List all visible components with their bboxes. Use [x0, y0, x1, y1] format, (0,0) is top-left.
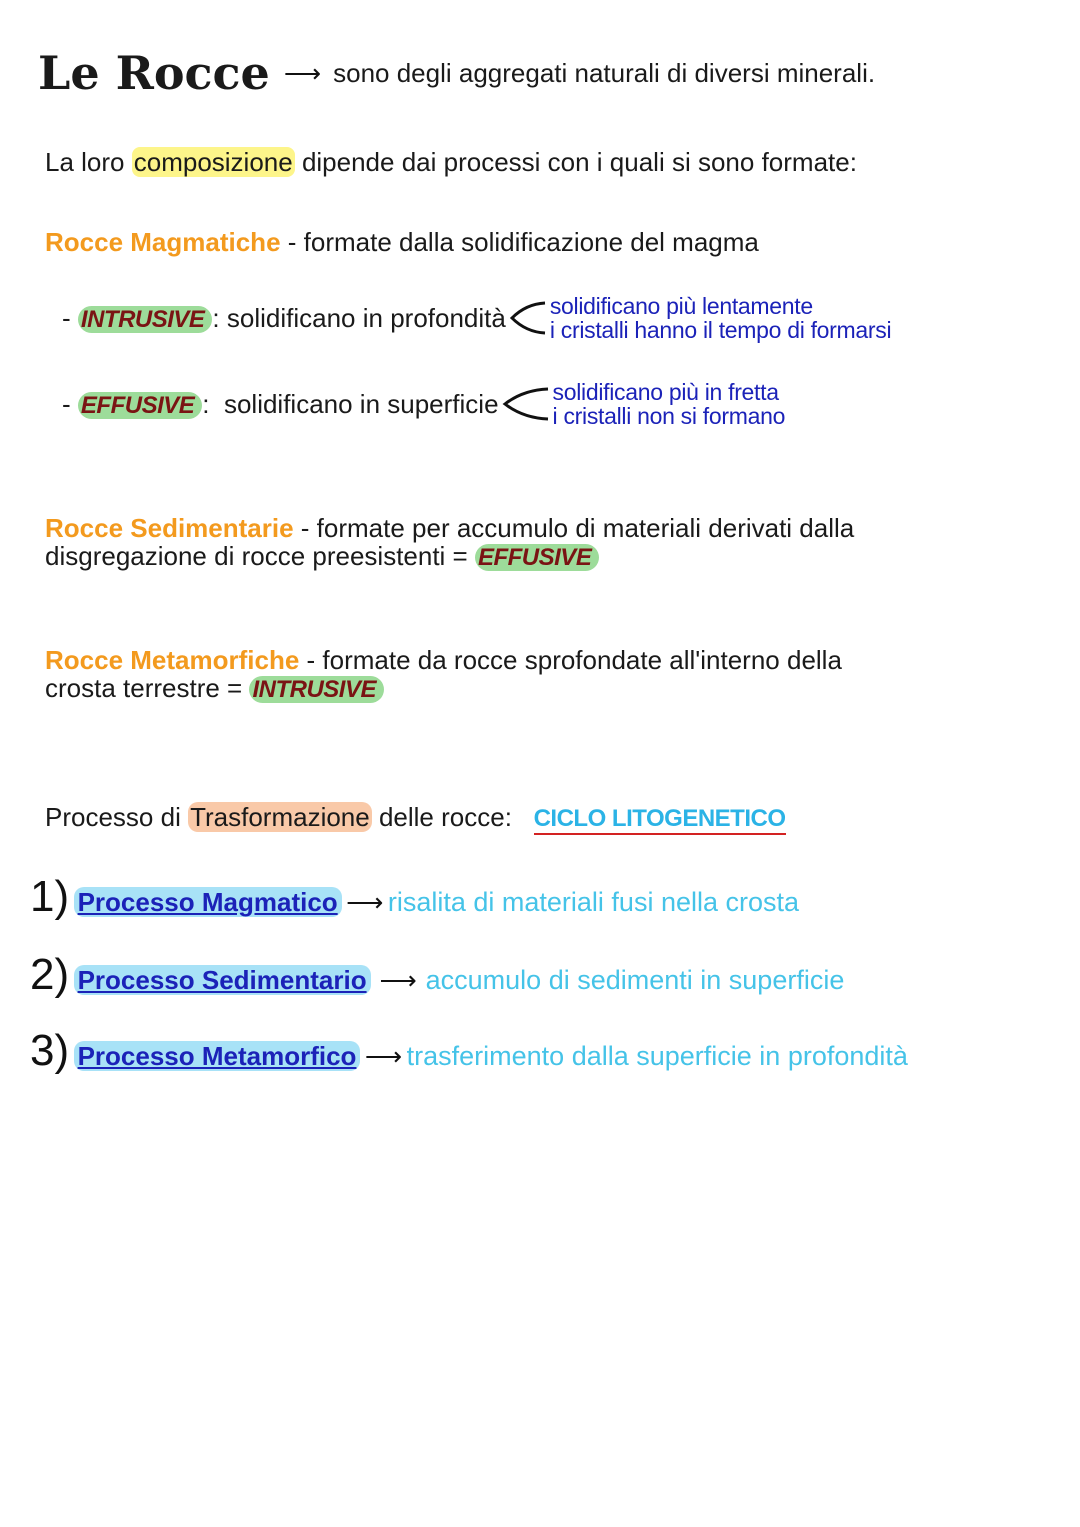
step-name: Processo Metamorfico	[74, 1041, 361, 1071]
sedimentarie-heading: Rocce Sedimentarie	[45, 513, 294, 543]
arrow-icon: ⟶	[364, 1041, 403, 1071]
step-number: 1)	[30, 872, 70, 921]
effusive-text: solidificano in superficie	[223, 388, 499, 419]
ciclo-litogenetico: CICLO LITOGENETICO	[534, 805, 786, 835]
highlight-composizione: composizione	[133, 147, 293, 177]
tag-intrusive: INTRUSIVE	[78, 306, 213, 333]
magmatiche-heading: Rocce Magmatiche	[45, 227, 281, 257]
effusive-line	[62, 389, 499, 420]
intrusive-text: solidificano in profondità	[226, 302, 506, 333]
intro-text	[45, 147, 857, 178]
note: i cristalli hanno il tempo di formarsi	[549, 317, 892, 343]
processo-after: delle rocce:	[371, 802, 512, 832]
processo-line	[45, 802, 786, 833]
step-number: 2)	[30, 950, 70, 999]
highlight-trasformazione: Trasformazione	[190, 802, 370, 832]
step-desc: trasferimento dalla superficie in profondità	[406, 1041, 908, 1071]
metamorfiche-heading: Rocce Metamorfiche	[45, 645, 300, 675]
arrow-icon: ⟶	[379, 965, 417, 995]
processo-before: Processo di	[45, 802, 189, 832]
colon: :	[212, 302, 220, 333]
intrusive-line	[62, 303, 506, 334]
sedimentarie-block	[45, 514, 854, 572]
step-number: 3)	[30, 1026, 70, 1075]
step-1	[30, 872, 799, 922]
metamorfiche-text: - formate da rocce sprofondate all'interno della	[299, 645, 842, 675]
step-name: Processo Sedimentario	[74, 965, 371, 995]
step-desc: accumulo di sedimenti in superficie	[425, 965, 845, 995]
tag-intrusive: INTRUSIVE	[249, 676, 384, 703]
step-3	[30, 1026, 908, 1076]
metamorfiche-text2: crosta terrestre =	[45, 673, 250, 703]
intrusive-row	[62, 294, 891, 342]
magmatiche-text: - formate dalla solidificazione del magma	[280, 227, 759, 257]
tag-effusive: EFFUSIVE	[78, 392, 202, 419]
brace-icon	[501, 384, 551, 424]
sedimentarie-text: - formate per accumulo di materiali derivati dalla	[293, 513, 855, 543]
page-title: Le Rocce	[38, 46, 270, 100]
arrow-icon: ⟶	[283, 57, 322, 88]
note: solidificano più lentamente	[549, 293, 813, 319]
definition: sono degli aggregati naturali di diversi minerali.	[333, 57, 876, 88]
step-desc: risalita di materiali fusi nella crosta	[387, 887, 800, 917]
dash: -	[62, 388, 71, 419]
effusive-notes	[553, 380, 786, 428]
intro-before: La loro	[45, 147, 132, 177]
note: i cristalli non si formano	[552, 403, 786, 429]
title-row	[38, 46, 875, 100]
effusive-row	[62, 380, 785, 428]
intrusive-notes	[550, 294, 891, 342]
arrow-icon: ⟶	[346, 887, 384, 917]
dash: -	[62, 302, 71, 333]
metamorfiche-block	[45, 646, 842, 704]
intro-after: dipende dai processi con i quali si sono formate:	[294, 147, 857, 177]
note: solidificano più in fretta	[552, 379, 779, 405]
brace-icon	[508, 298, 548, 338]
magmatiche-line	[45, 227, 759, 258]
step-name: Processo Magmatico	[74, 887, 342, 917]
step-2	[30, 950, 844, 1000]
tag-effusive: EFFUSIVE	[475, 544, 599, 571]
colon: :	[202, 388, 210, 419]
sedimentarie-text2: disgregazione di rocce preesistenti =	[45, 541, 475, 571]
